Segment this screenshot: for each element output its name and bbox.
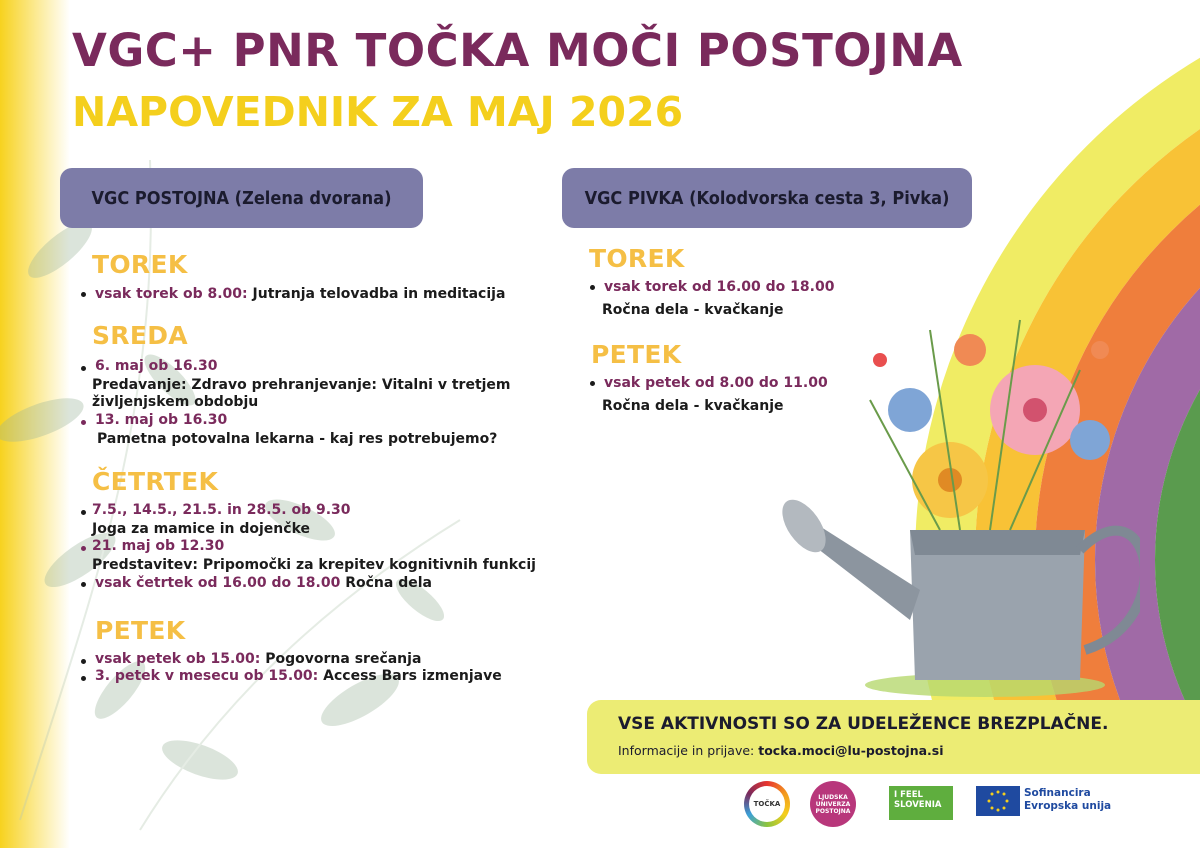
bullet [81, 292, 86, 297]
entry-time: vsak četrtek od 16.00 do 18.00 [95, 575, 341, 591]
entry-time: 3. petek v mesecu ob 15.00: [95, 668, 319, 684]
eu-text-line: Evropska unija [1024, 800, 1112, 812]
bullet [81, 659, 86, 664]
contact-label: Informacije in prijave: [618, 743, 755, 758]
entry-activity: življenjskem obdobju [92, 394, 259, 410]
luo-logo-line: LJUDSKA [818, 793, 848, 801]
entry-time: vsak petek od 8.00 do 11.00 [604, 375, 828, 391]
day-heading-cetrtek: ČETRTEK [92, 467, 219, 496]
contact-info [618, 743, 944, 758]
page-title: VGC+ PNR TOČKA MOČI POSTOJNA [72, 24, 963, 77]
bullet [81, 546, 86, 551]
entry-activity: Pametna potovalna lekarna - kaj res potrebujemo? [97, 431, 498, 447]
entry-activity: Predavanje: Zdravo prehranjevanje: Vitalni v tretjem [92, 377, 511, 393]
entry-time: vsak torek od 16.00 do 18.00 [604, 279, 835, 295]
entry-activity: Jutranja telovadba in meditacija [252, 286, 506, 302]
bullet [590, 381, 595, 386]
entry-time: 6. maj ob 16.30 [95, 358, 218, 374]
entry-activity: Joga za mamice in dojenčke [92, 521, 310, 537]
day-heading-petek: PETEK [95, 616, 186, 645]
ljudska-univerza-logo [810, 781, 856, 827]
day-heading-petek: PETEK [591, 340, 682, 369]
entry-activity: Pogovorna srečanja [265, 651, 422, 667]
venue-pivka-header: VGC PIVKA (Kolodvorska cesta 3, Pivka) [562, 168, 972, 228]
bullet [81, 366, 86, 371]
bullet [81, 676, 86, 681]
entry-time: 13. maj ob 16.30 [95, 412, 228, 428]
day-heading-sreda: SREDA [92, 321, 188, 350]
entry-time: 21. maj ob 12.30 [92, 538, 225, 554]
bullet [81, 510, 86, 515]
day-heading-torek: TOREK [589, 244, 685, 273]
entry-activity: Ročna dela [345, 575, 432, 591]
bullet [590, 285, 595, 290]
entry-activity: Predstavitev: Pripomočki za krepitev kognitivnih funkcij [92, 557, 536, 573]
ifs-logo-line: SLOVENIA [894, 800, 942, 810]
entry-activity: Ročna dela - kvačkanje [602, 398, 784, 414]
ifs-logo-line: I FEEL [894, 790, 923, 800]
tocka-moci-logo [744, 781, 790, 827]
eu-flag-icon [976, 786, 1020, 816]
schedule-entry [95, 575, 432, 592]
tocka-logo-text: TOČKA [749, 786, 785, 822]
page-subtitle: NAPOVEDNIK ZA MAJ 2026 [72, 88, 684, 136]
luo-logo-line: POSTOJNA [815, 807, 851, 815]
eu-text-line: Sofinancira [1024, 787, 1091, 799]
i-feel-slovenia-logo [889, 786, 953, 820]
venue-postojna-header: VGC POSTOJNA (Zelena dvorana) [60, 168, 423, 228]
day-heading-torek: TOREK [92, 250, 188, 279]
entry-activity: Access Bars izmenjave [323, 668, 502, 684]
watering-can-flowers-illustration [780, 290, 1140, 700]
eu-cofunding-text [1024, 787, 1111, 813]
bullet [81, 582, 86, 587]
info-box [587, 700, 1200, 774]
free-note: VSE AKTIVNOSTI SO ZA UDELEŽENCE BREZPLAČNE. [618, 714, 1109, 734]
entry-activity: Ročna dela - kvačkanje [602, 302, 784, 318]
schedule-entry [95, 668, 502, 685]
bullet [81, 420, 86, 425]
luo-logo-line: UNIVERZA [815, 800, 851, 808]
entry-time: 7.5., 14.5., 21.5. in 28.5. ob 9.30 [92, 502, 351, 518]
schedule-entry [95, 651, 421, 668]
contact-email-link[interactable]: tocka.moci@lu-postojna.si [758, 743, 944, 758]
schedule-entry [95, 286, 505, 303]
entry-time: vsak torek ob 8.00: [95, 286, 248, 302]
entry-time: vsak petek ob 15.00: [95, 651, 261, 667]
